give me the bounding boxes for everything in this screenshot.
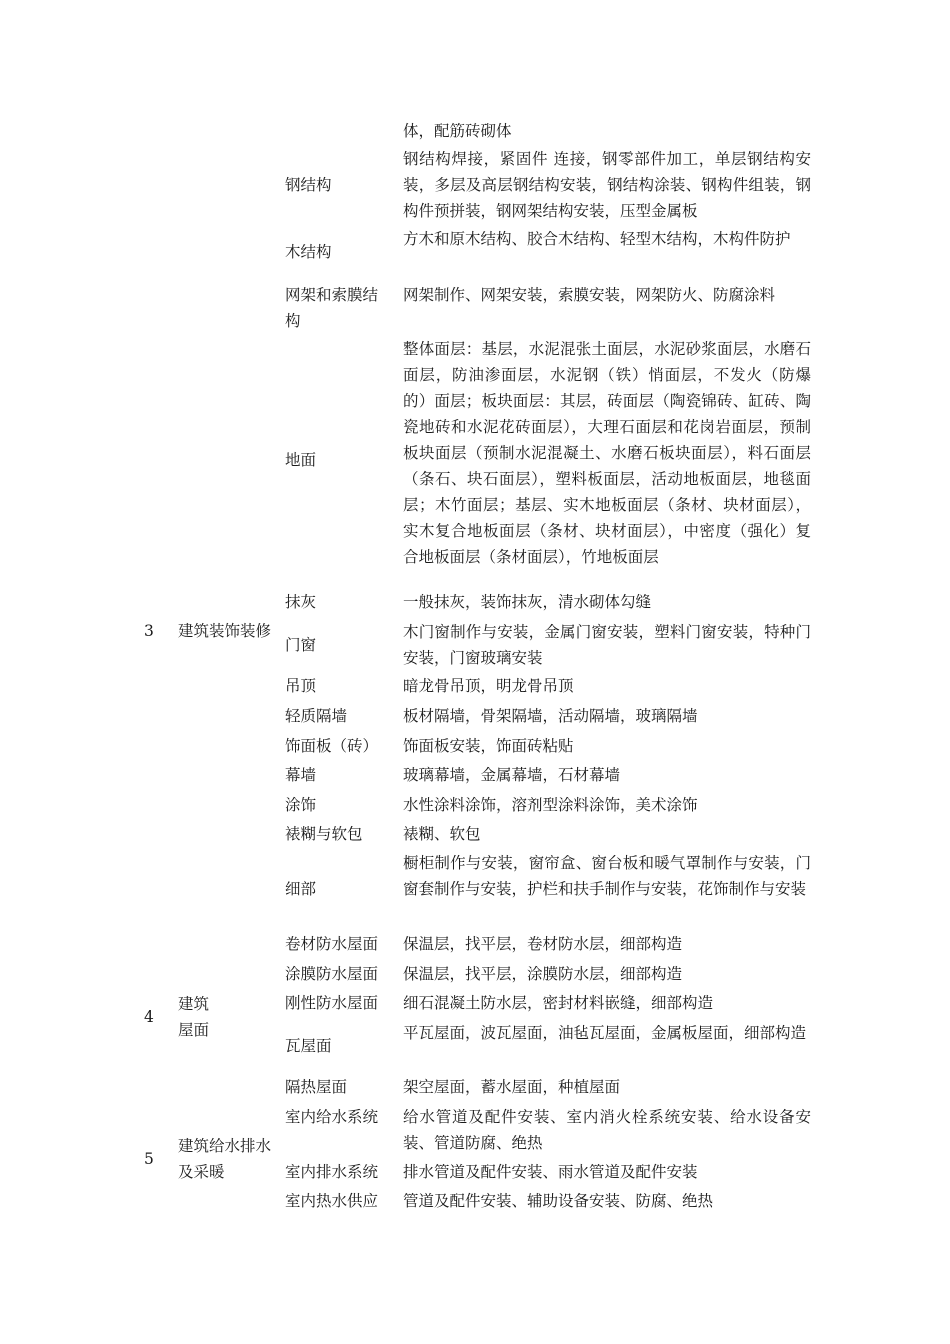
row-items: 细石混凝土防水层，密封材料嵌缝，细部构造 [403,994,714,1012]
division-number: 3 [144,622,154,640]
row-items: 体，配筋砖砌体 [403,122,512,140]
row-items: 网架制作、网架安装，索膜安装，网架防火、防腐涂料 [403,286,776,304]
row-items: 平瓦屋面，波瓦屋面，油毡瓦屋面，金属板屋面，细部构造 [403,1024,807,1042]
row-subdivision: 室内排水系统 [285,1163,379,1181]
row-subdivision [285,336,393,584]
row-subdivision-label: 钢结构 [285,176,332,194]
table-row [0,673,950,699]
row-subdivision [285,226,393,278]
row-items: 木门窗制作与安装，金属门窗安装，塑料门窗安装，特种门安装，门窗玻璃安装 [403,623,811,667]
row-subdivision [285,619,393,671]
row-subdivision: 室内热水供应 [285,1192,379,1210]
table-row [0,792,950,818]
row-items: 保温层，找平层，涂膜防水层，细部构造 [403,965,683,983]
row-items: 架空屋面，蓄水屋面，种植屋面 [403,1078,621,1096]
row-subdivision: 隔热屋面 [285,1078,348,1096]
table-row [0,821,950,847]
row-items: 板材隔墙，骨架隔墙，活动隔墙，玻璃隔墙 [403,707,698,725]
table-row [0,146,950,224]
division-number: 5 [144,1150,154,1168]
table-row [0,118,950,144]
row-items: 一般抹灰，装饰抹灰，清水砌体勾缝 [403,593,652,611]
table-row [0,961,950,987]
division-name: 建筑装饰装修 [178,622,272,640]
row-subdivision [285,146,393,224]
row-subdivision-label: 地面 [285,451,317,469]
table-row [0,1074,950,1100]
row-items: 玻璃幕墙，金属幕墙，石材幕墙 [403,766,621,784]
row-items: 方木和原木结构、胶合木结构、轻型木结构，木构件防护 [403,230,791,248]
row-items: 保温层，找平层，卷材防水层，细部构造 [403,935,683,953]
table-row [0,282,950,334]
row-subdivision-label: 细部 [285,880,317,898]
table-row [0,850,950,928]
row-subdivision [285,1020,393,1072]
row-items: 饰面板安装，饰面砖粘贴 [403,737,574,755]
row-subdivision: 裱糊与软包 [285,825,363,843]
row-subdivision: 轻质隔墙 [285,707,348,725]
row-subdivision: 室内给水系统 [285,1108,379,1126]
row-subdivision: 卷材防水屋面 [285,935,379,953]
table-row [0,1104,950,1156]
row-items: 水性涂料涂饰，溶剂型涂料涂饰，美术涂饰 [403,796,698,814]
row-subdivision: 涂膜防水屋面 [285,965,379,983]
table-row [0,1188,950,1214]
row-subdivision: 饰面板（砖） [285,737,379,755]
table-row [0,619,950,671]
row-subdivision: 吊顶 [285,677,317,695]
row-items: 排水管道及配件安装、雨水管道及配件安装 [403,1163,698,1181]
row-items: 暗龙骨吊顶，明龙骨吊顶 [403,677,574,695]
row-items: 整体面层：基层，水泥混张土面层，水泥砂浆面层，水磨石面层，防油渗面层，水泥钢（铁）悄面层，不发火（防爆的）面层；板块面层：其层，砖面层（陶瓷锦砖、缸砖、陶瓷地砖和水泥花砖面层），大理石面层和花岗岩面层，预制板块面层（预制水泥混凝土、水磨石板块面层），料石面层（条石、块石面层），塑料板面层，活动地板面层，地毯面层；木竹面层；基层、实木地板面层（条材、块材面层），实木复合地板面层（条材、块材面层），中密度（强化）复合地板面层（条材面层），竹地板面层 [403,340,811,566]
table-row [0,1020,950,1072]
row-items: 裱糊、软包 [403,825,481,843]
table-row [0,931,950,957]
table-row [0,226,950,278]
row-items: 钢结构焊接，紧固件 连接，钢零部件加工，单层钢结构安装，多层及高层钢结构安装，钢结构涂装、钢构件组装，钢构件预拼装，钢网架结构安装，压型金属板 [403,150,811,220]
row-subdivision-label: 门窗 [285,636,317,654]
row-subdivision-label: 瓦屋面 [285,1037,332,1055]
division-name: 建筑 屋面 [178,995,210,1039]
row-subdivision-label: 木结构 [285,243,332,261]
division-number: 4 [144,1008,154,1026]
row-items: 橱柜制作与安装，窗帘盒、窗台板和暖气罩制作与安装，门窗套制作与安装，护栏和扶手制作与安装，花饰制作与安装 [403,854,811,898]
row-subdivision: 网架和索膜结构 [285,286,379,330]
table-row [0,762,950,788]
row-subdivision: 幕墙 [285,766,317,784]
table-row [0,703,950,729]
row-subdivision: 刚性防水屋面 [285,994,379,1012]
row-items: 给水管道及配件安装、室内消火栓系统安装、给水设备安装、管道防腐、绝热 [403,1108,811,1152]
row-subdivision [285,850,393,928]
table-row [0,990,950,1016]
row-subdivision: 涂饰 [285,796,317,814]
table-row [0,1159,950,1185]
row-subdivision: 抹灰 [285,593,317,611]
table-row [0,589,950,615]
table-row [0,336,950,584]
division-name: 建筑给水排水及采暖 [178,1137,272,1181]
row-items: 管道及配件安装、辅助设备安装、防腐、绝热 [403,1192,714,1210]
table-row [0,733,950,759]
